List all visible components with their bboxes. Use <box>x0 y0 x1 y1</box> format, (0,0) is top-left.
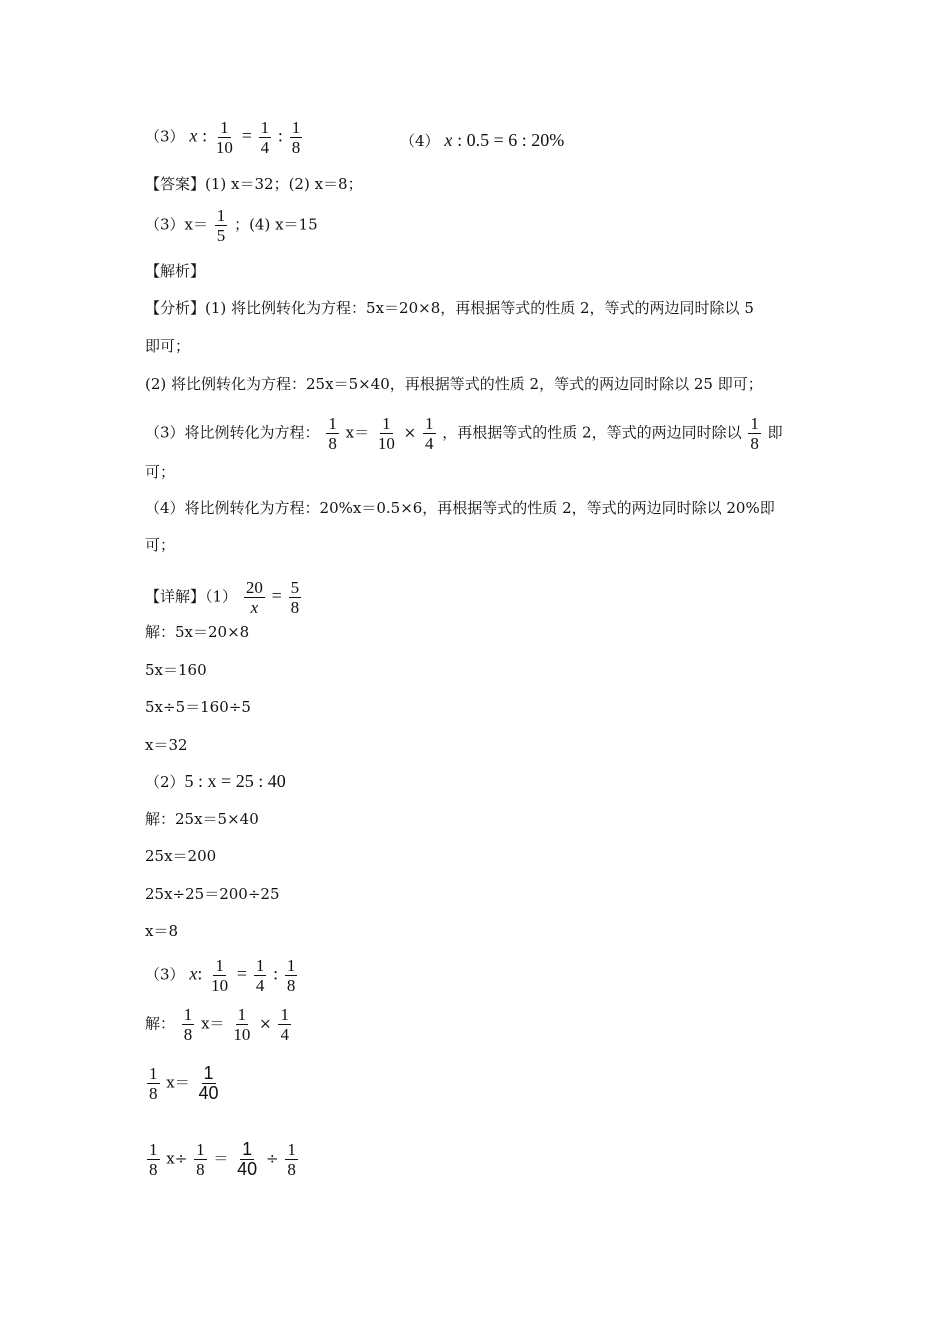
detail-1-step: 5x÷5＝160÷5 <box>145 698 251 716</box>
analysis-1-cont: 即可； <box>145 337 191 355</box>
fraction: $\frac{1}{8}$ <box>149 1140 158 1179</box>
detail-3-step <box>145 1140 300 1179</box>
analysis-text: x＝ <box>345 423 370 442</box>
colon: : <box>277 125 283 146</box>
fraction: $\frac{20}{x}$ <box>245 578 263 617</box>
fraction: $\frac{1}{4}$ <box>425 414 434 453</box>
detail-2 <box>145 771 286 792</box>
analysis-2: (2) 将比例转化为方程：25x＝5×40，再根据等式的性质 2，等式的两边同时除以 25 即可； <box>145 375 763 393</box>
fraction: $\frac{1}{8}$ <box>291 118 301 157</box>
var-x: x <box>189 125 198 146</box>
detail-text: x＝ <box>166 1073 190 1092</box>
fraction: $\frac{1}{40}$ <box>237 1139 258 1179</box>
detail-1-step: 解：5x＝20×8 <box>145 623 250 641</box>
detail-text: 解： <box>145 1014 176 1033</box>
analysis-4: （4）将比例转化为方程：20%x＝0.5×6，再根据等式的性质 2，等式的两边同时除以 20%即 <box>145 499 775 517</box>
fraction: $\frac{1}{8}$ <box>286 956 296 995</box>
var-x: x <box>189 963 198 984</box>
problem-4-label: （4） <box>400 132 440 150</box>
detail-text: x＝ <box>201 1014 225 1033</box>
analysis-text: ，再根据等式的性质 2，等式的两边同时除以 <box>442 423 742 442</box>
problem-4-expression: : 0.5 = 6 : 20% <box>457 130 565 150</box>
fraction: $\frac{1}{8}$ <box>750 414 759 453</box>
detail-label: （1） <box>205 587 238 606</box>
detail-2-step: 解：25x＝5×40 <box>145 810 259 828</box>
answer-text: ；(4) x＝15 <box>234 215 318 234</box>
detail-head: 【详解】 <box>145 587 206 606</box>
detail-3: （3） x: $\frac{1}{10}$ = $\frac{1}{4}$ : $\frac{1}{8}$ <box>145 956 296 995</box>
equals: = <box>271 585 282 606</box>
fraction: $\frac{1}{8}$ <box>196 1140 205 1179</box>
problem-3 <box>145 118 304 157</box>
fraction: $\frac{1}{4}$ <box>255 956 265 995</box>
fraction: $\frac{1}{8}$ <box>149 1064 158 1103</box>
equals: ＝ <box>213 1149 229 1168</box>
analysis-text: (1) 将比例转化为方程：5x＝20×8，再根据等式的性质 2，等式的两边同时除以 5 <box>205 299 754 317</box>
detail-2-step: 25x＝200 <box>145 847 217 865</box>
fraction: $\frac{1}{10}$ <box>377 414 395 453</box>
detail-2-step: 25x÷25＝200÷25 <box>145 885 280 903</box>
times: × <box>403 423 417 442</box>
analysis-3-cont: 可； <box>145 463 176 481</box>
detail-1-step: 5x＝160 <box>145 661 207 679</box>
detail-1 <box>145 578 303 617</box>
answer-line-2 <box>145 206 318 245</box>
detail-text: x÷ <box>166 1149 188 1168</box>
fraction: $\frac{1}{4}$ <box>280 1005 289 1044</box>
problem-4 <box>400 130 564 151</box>
equals: = <box>241 125 252 146</box>
analysis-title: 【解析】 <box>145 262 206 280</box>
fraction: $\frac{1}{4}$ <box>260 118 270 157</box>
analysis-4-cont: 可； <box>145 536 176 554</box>
fraction: $\frac{1}{10}$ <box>233 1005 251 1044</box>
divide: ÷ <box>265 1149 279 1168</box>
detail-3-step <box>145 1005 293 1044</box>
detail-3-step <box>145 1064 223 1103</box>
analysis-text: 即 <box>767 423 783 442</box>
analysis-1 <box>145 298 754 318</box>
fraction: $\frac{1}{8}$ <box>183 1005 193 1044</box>
detail-label: （2） <box>145 773 185 791</box>
detail-2-step: x＝8 <box>145 922 179 940</box>
analysis-3 <box>145 414 783 453</box>
answer-line-1: 【答案】(1) x＝32；(2) x＝8； <box>145 175 363 193</box>
analysis-text: （3）将比例转化为方程： <box>145 423 320 442</box>
fraction: $\frac{1}{5}$ <box>216 206 226 245</box>
var-x: x <box>444 130 453 150</box>
analysis-head: 【分析】 <box>145 299 206 317</box>
fraction: $\frac{5}{8}$ <box>290 578 300 617</box>
colon: : <box>202 125 208 146</box>
fraction: $\frac{1}{10}$ <box>211 956 229 995</box>
fraction: $\frac{1}{40}$ <box>198 1063 219 1103</box>
problem-3-label: （3） <box>145 127 185 146</box>
times: × <box>259 1014 272 1033</box>
fraction: $\frac{1}{10}$ <box>215 118 233 157</box>
detail-1-step: x＝32 <box>145 736 188 754</box>
detail-2-equation: 5 : x = 25 : 40 <box>184 771 286 791</box>
detail-label: （3） <box>145 965 185 984</box>
fraction: $\frac{1}{8}$ <box>287 1140 296 1179</box>
fraction: $\frac{1}{8}$ <box>328 414 337 453</box>
answer-text: （3）x＝ <box>145 215 209 234</box>
